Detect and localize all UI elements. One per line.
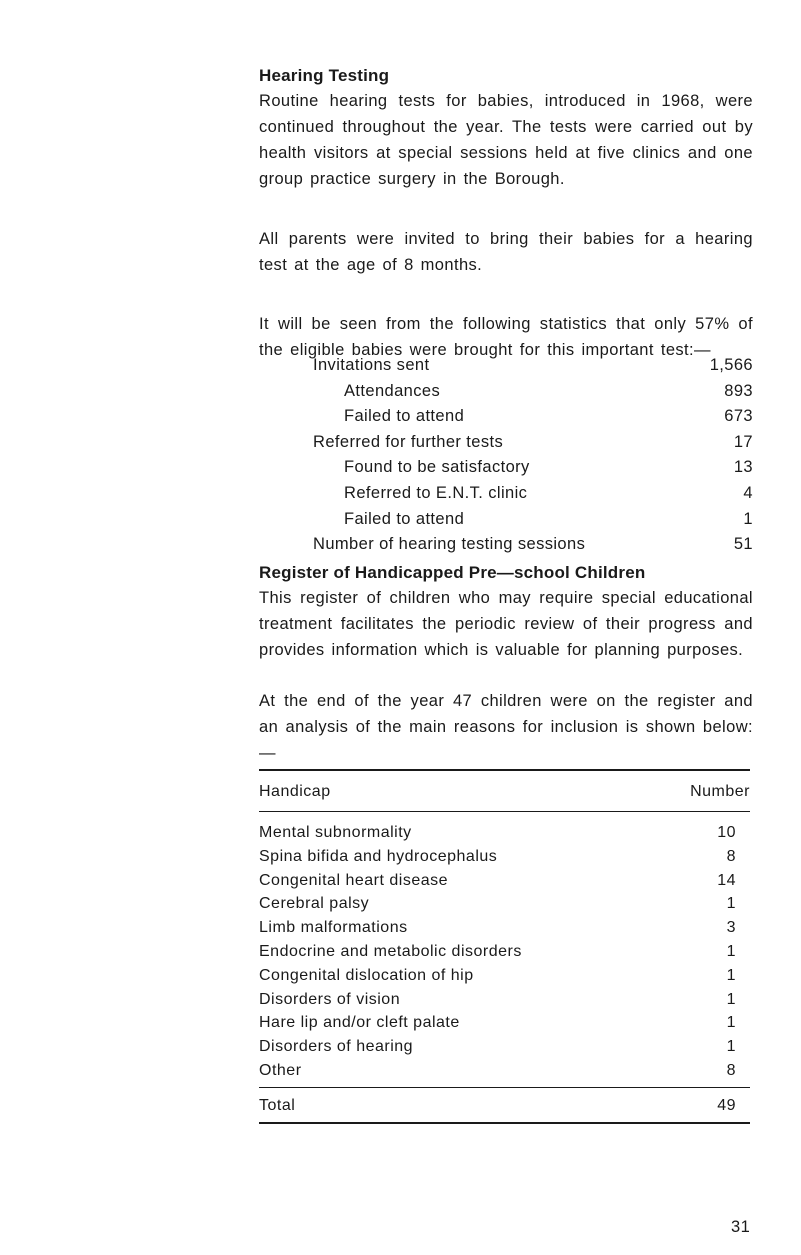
handicap-cell: Endocrine and metabolic disorders bbox=[259, 942, 522, 960]
handicap-table bbox=[259, 769, 750, 1124]
stat-row bbox=[313, 507, 753, 533]
handicap-cell: Limb malformations bbox=[259, 919, 408, 937]
stat-value: 1,566 bbox=[709, 356, 753, 374]
stat-label: Referred to E.N.T. clinic bbox=[344, 483, 528, 502]
stat-row bbox=[313, 532, 753, 558]
stat-value: 893 bbox=[724, 381, 753, 400]
stat-label: Invitations sent bbox=[313, 356, 430, 374]
number-cell: 8 bbox=[726, 847, 736, 865]
table-row bbox=[259, 1011, 750, 1035]
stat-label: Attendances bbox=[344, 381, 441, 400]
stat-label: Number of hearing testing sessions bbox=[313, 535, 586, 554]
table-row bbox=[259, 869, 750, 893]
number-cell: 1 bbox=[726, 990, 736, 1008]
stat-label: Referred for further tests bbox=[313, 432, 504, 451]
table-row bbox=[259, 845, 750, 869]
stat-value: 1 bbox=[743, 509, 753, 528]
stat-row bbox=[313, 455, 753, 481]
table-bottom-rule bbox=[259, 1122, 750, 1124]
handicap-cell: Mental subnormality bbox=[259, 824, 412, 841]
handicap-cell: Disorders of vision bbox=[259, 990, 401, 1008]
table-row bbox=[259, 964, 750, 988]
stat-value: 51 bbox=[733, 535, 753, 554]
number-cell: 3 bbox=[726, 919, 736, 937]
stat-row bbox=[313, 404, 753, 430]
number-cell: 14 bbox=[717, 871, 736, 889]
page-number: 31 bbox=[731, 1218, 751, 1236]
handicap-cell: Cerebral palsy bbox=[259, 895, 370, 913]
total-value: 49 bbox=[717, 1096, 736, 1114]
table-row bbox=[259, 1059, 750, 1083]
stat-row bbox=[313, 353, 753, 379]
stat-row bbox=[313, 481, 753, 507]
table-body bbox=[259, 812, 750, 1083]
table-total-row bbox=[259, 1088, 750, 1122]
stat-row bbox=[313, 430, 753, 456]
register-paragraph-1: This register of children who may require special educational treatment facilitates the periodic review of their progress and provides information which is valuable for planning purposes. bbox=[259, 589, 753, 659]
stat-label: Found to be satisfactory bbox=[344, 458, 530, 477]
hearing-paragraph-2: All parents were invited to bring their babies for a hearing test at the age of 8 months. bbox=[259, 230, 753, 274]
hearing-testing-heading: Hearing Testing bbox=[259, 66, 390, 85]
stat-value: 4 bbox=[743, 483, 753, 502]
handicap-cell: Other bbox=[259, 1061, 302, 1079]
stat-value: 673 bbox=[724, 407, 753, 426]
number-cell: 8 bbox=[726, 1061, 736, 1079]
handicap-cell: Congenital dislocation of hip bbox=[259, 966, 474, 984]
table-row bbox=[259, 940, 750, 964]
number-cell: 1 bbox=[726, 1014, 736, 1032]
table-header-row bbox=[259, 771, 750, 811]
table-row bbox=[259, 988, 750, 1012]
column-header-number: Number bbox=[690, 783, 750, 800]
stat-label: Failed to attend bbox=[344, 509, 465, 528]
hearing-statistics-list bbox=[313, 353, 753, 558]
stat-value: 13 bbox=[733, 458, 753, 477]
table-row bbox=[259, 892, 750, 916]
handicap-cell: Hare lip and/or cleft palate bbox=[259, 1014, 460, 1032]
stat-value: 17 bbox=[733, 432, 753, 451]
register-paragraph-2: At the end of the year 47 children were on the register and an analysis of the main reasons for inclusion is shown below:— bbox=[259, 692, 753, 762]
handicap-cell: Congenital heart disease bbox=[259, 871, 449, 889]
number-cell: 1 bbox=[726, 895, 736, 913]
hearing-paragraph-1: Routine hearing tests for babies, introduced in 1968, were continued throughout the year. The tests were carried out by health visitors at special sessions held at five clinics and one group practice surgery in the Borough. bbox=[259, 92, 753, 188]
handicap-cell: Disorders of hearing bbox=[259, 1038, 414, 1056]
stat-label: Failed to attend bbox=[344, 407, 465, 426]
column-header-handicap: Handicap bbox=[259, 783, 331, 800]
table-row bbox=[259, 821, 750, 845]
number-cell: 1 bbox=[726, 966, 736, 984]
hearing-paragraph-3: It will be seen from the following statistics that only 57% of the eligible babies were brought for this important test:— bbox=[259, 315, 753, 359]
table-row bbox=[259, 1035, 750, 1059]
handicap-cell: Spina bifida and hydrocephalus bbox=[259, 847, 498, 865]
number-cell: 1 bbox=[726, 942, 736, 960]
total-label: Total bbox=[259, 1096, 296, 1114]
register-heading: Register of Handicapped Pre—school Children bbox=[259, 563, 646, 582]
number-cell: 1 bbox=[726, 1038, 736, 1056]
table-row bbox=[259, 916, 750, 940]
stat-row bbox=[313, 379, 753, 405]
number-cell: 10 bbox=[717, 824, 736, 841]
